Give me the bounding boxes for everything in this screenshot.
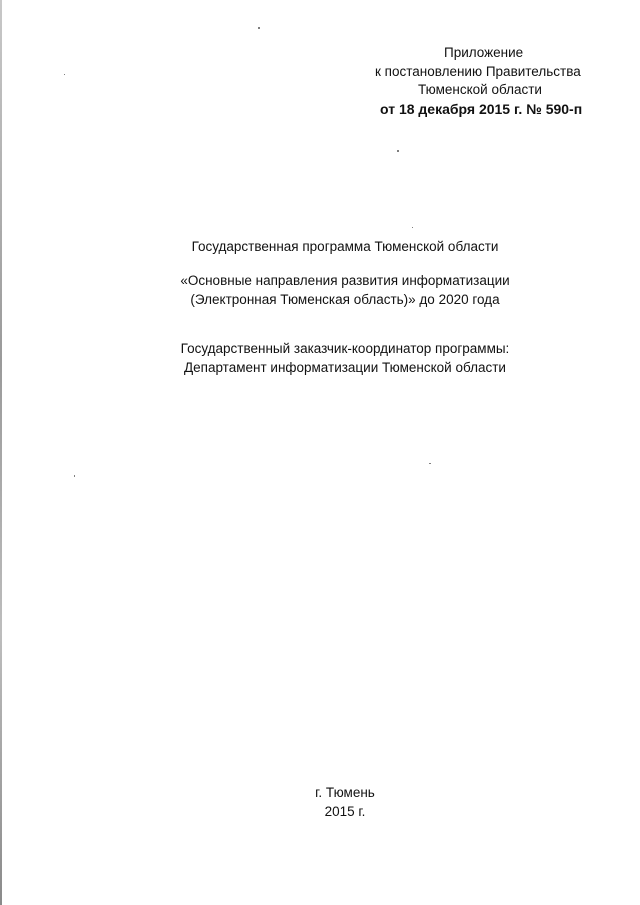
scan-speck [397,150,399,152]
program-title-block [0,238,640,257]
appendix-region: Тюменской области [418,82,542,97]
scan-speck [74,475,75,477]
customer-department: Департамент информатизации Тюменской области [184,359,506,375]
scan-speck [64,74,65,75]
appendix-block [340,44,640,118]
scan-speck [412,227,413,228]
appendix-resolution: к постановлению Правительства [375,63,581,79]
scan-speck [258,27,260,29]
footer-city: г. Тюмень [315,785,375,800]
footer-block [0,784,640,821]
program-name-line2: (Электронная Тюменская область)» до 2020 года [190,291,500,307]
footer-year: 2015 г. [324,803,366,819]
scan-edge [0,0,2,905]
program-name-line1: «Основные направления развития информатизации [180,273,510,288]
program-name-block [0,272,640,309]
scan-speck [429,463,431,464]
customer-label: Государственный заказчик-координатор программы: [180,341,510,356]
program-title: Государственная программа Тюменской области [191,239,499,254]
customer-block [0,340,640,377]
appendix-date-number: от 18 декабря 2015 г. № 590-п [380,100,583,117]
appendix-label: Приложение [444,45,524,60]
